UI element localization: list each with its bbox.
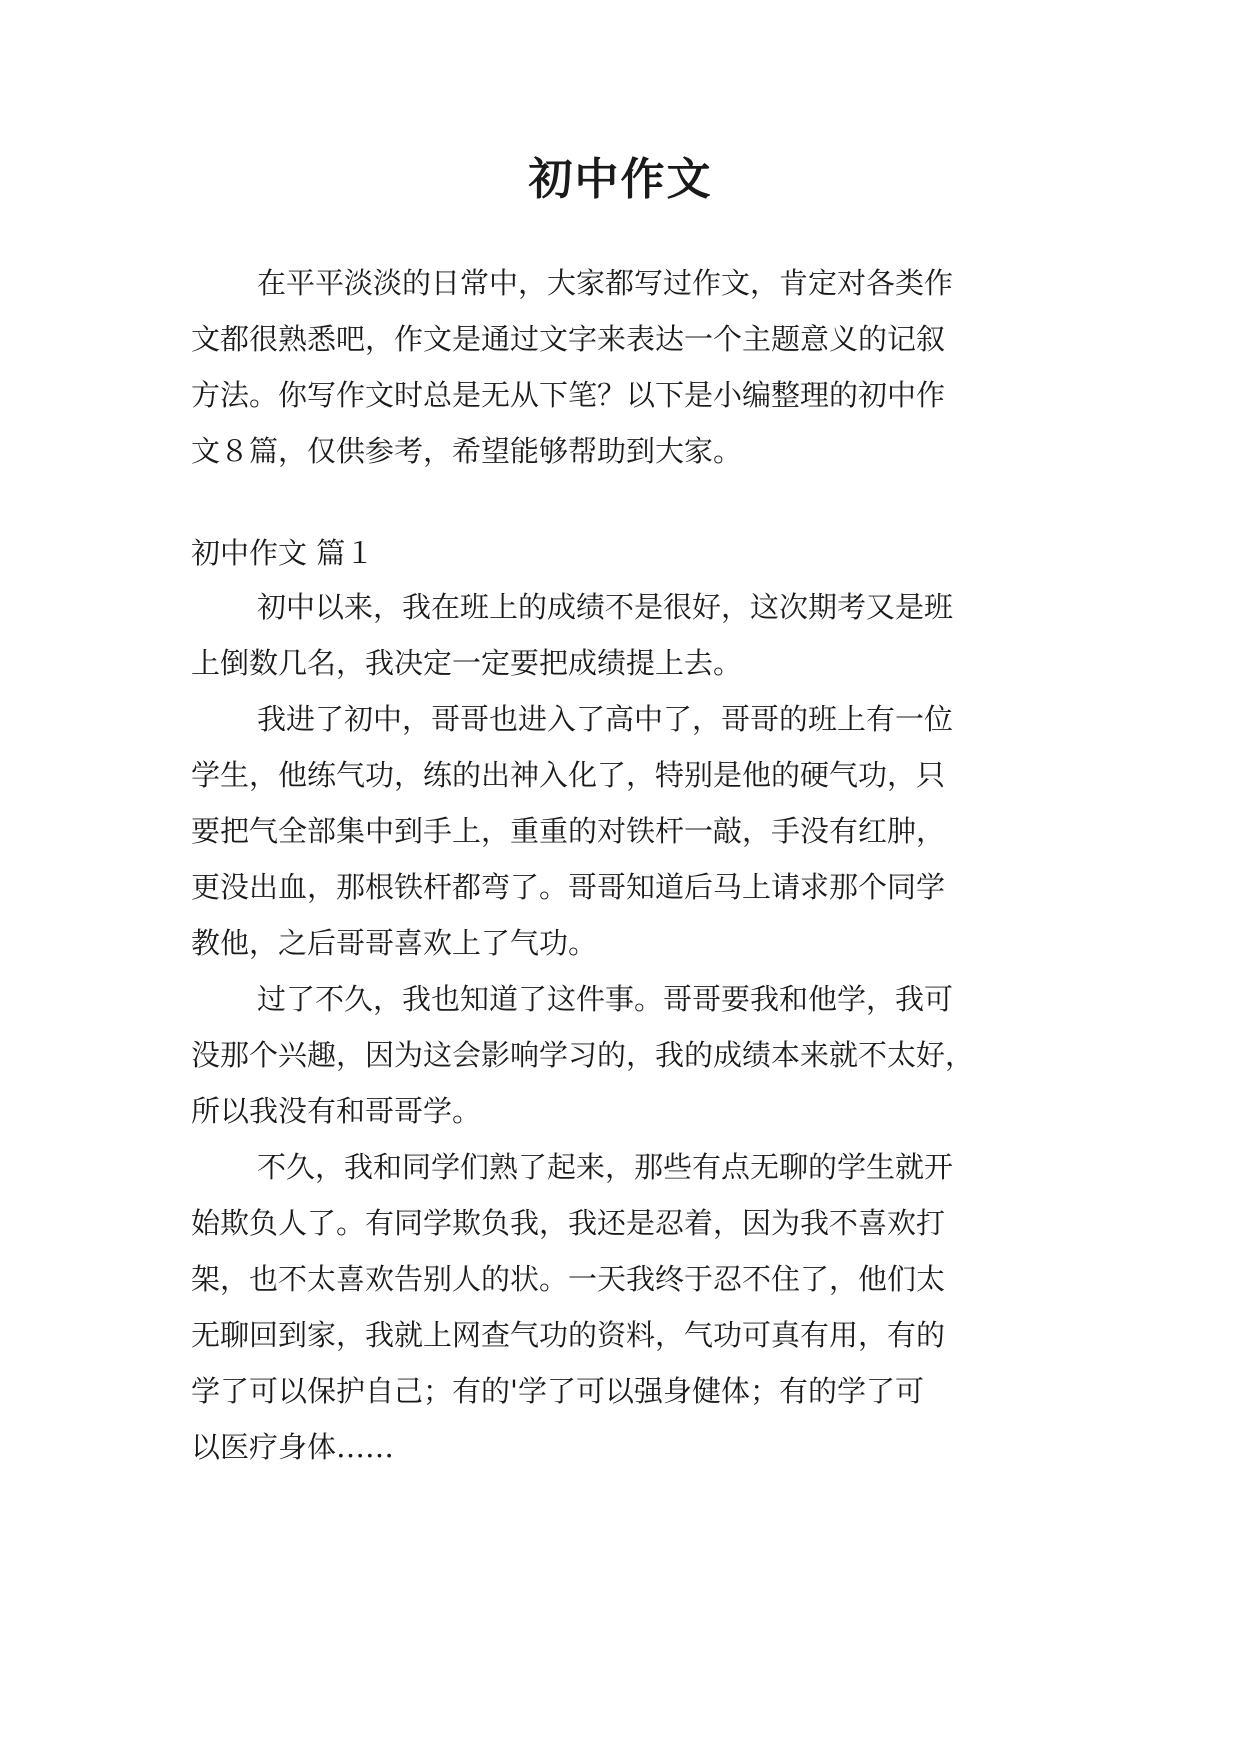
body-line: 教他，之后哥哥喜欢上了气功。: [191, 926, 598, 960]
body-line: 要把气全部集中到手上，重重的对铁杆一敲，手没有红肿，: [191, 814, 946, 848]
body-line: 架，也不太喜欢告别人的状。一天我终于忍不住了，他们太: [191, 1262, 946, 1296]
body-line: 以医疗身体……: [191, 1430, 395, 1464]
body-line: 所以我没有和哥哥学。: [191, 1094, 482, 1128]
intro-line: 文都很熟悉吧，作文是通过文字来表达一个主题意义的记叙: [191, 322, 946, 356]
body-line: 学了可以保护自己；有的'学了可以强身健体；有的学了可: [191, 1374, 924, 1408]
section-heading: 初中作文 篇１: [191, 536, 375, 570]
intro-line: 文８篇，仅供参考，希望能够帮助到大家。: [191, 434, 743, 468]
body-line: 初中以来，我在班上的成绩不是很好，这次期考又是班: [257, 590, 954, 624]
intro-line: 方法。你写作文时总是无从下笔？以下是小编整理的初中作: [191, 378, 946, 412]
body-line: 没那个兴趣，因为这会影响学习的，我的成绩本来就不太好，: [191, 1038, 975, 1072]
body-line: 过了不久，我也知道了这件事。哥哥要我和他学，我可: [257, 982, 954, 1016]
intro-line: 在平平淡淡的日常中，大家都写过作文，肯定对各类作: [257, 266, 954, 300]
body-line: 始欺负人了。有同学欺负我，我还是忍着，因为我不喜欢打: [191, 1206, 946, 1240]
body-line: 上倒数几名，我决定一定要把成绩提上去。: [191, 646, 743, 680]
body-line: 更没出血，那根铁杆都弯了。哥哥知道后马上请求那个同学: [191, 870, 946, 904]
body-line: 学生，他练气功，练的出神入化了，特别是他的硬气功，只: [191, 758, 946, 792]
body-line: 无聊回到家，我就上网查气功的资料，气功可真有用，有的: [191, 1318, 946, 1352]
document-title: 初中作文: [528, 154, 713, 205]
body-line: 我进了初中，哥哥也进入了高中了，哥哥的班上有一位: [257, 702, 954, 736]
body-line: 不久，我和同学们熟了起来，那些有点无聊的学生就开: [257, 1150, 954, 1184]
